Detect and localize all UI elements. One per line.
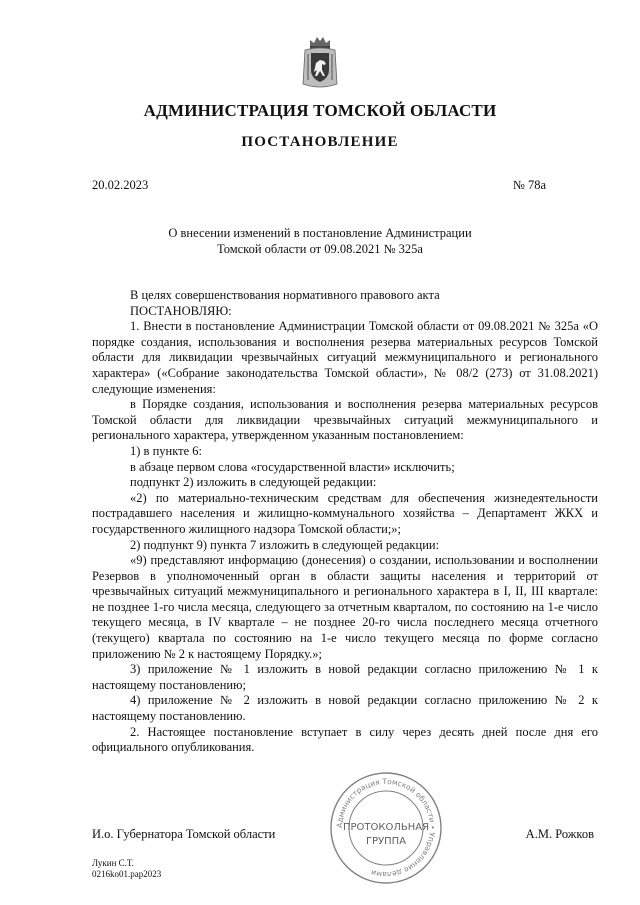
body-paragraph: в Порядке создания, использования и восполнения резерва материальных ресурсов Томской области для ликвидации чрезвычайных ситуаций межмуниципального и регионального характера, утвержденном указанным постановлением: bbox=[92, 397, 598, 443]
body-paragraph: в абзаце первом слова «государственной власти» исключить; bbox=[130, 459, 455, 474]
body-paragraph: 4) приложение № 2 изложить в новой редакции согласно приложению № 2 к настоящему постановлению. bbox=[92, 693, 598, 724]
document-body bbox=[92, 288, 598, 756]
body-paragraph: «2) по материально-техническим средствам для обеспечения жизнедеятельности пострадавшего населения и жилищно-коммунального хозяйства – Департамент ЖКХ и государственного жилищного надзора Томской области;»; bbox=[92, 490, 598, 536]
signatory-position: И.о. Губернатора Томской области bbox=[92, 827, 276, 841]
body-paragraph: ПОСТАНОВЛЯЮ: bbox=[130, 303, 232, 318]
body-paragraph: 1. Внести в постановление Администрации Томской области от 09.08.2021 № 325а «О порядке создания, использования и восполнения резерва материальных ресурсов Томской области для ликвидации чрезвычайных ситуаций межмуниципального и регионального характера» («Собрание законодательства Томской области», № 08/2 (273) от 31.08.2021) следующие изменения: bbox=[92, 319, 598, 396]
subject-line: О внесении изменений в постановление Администрации bbox=[168, 226, 472, 240]
body-paragraph: 3) приложение № 1 изложить в новой редакции согласно приложению № 1 к настоящему постановлению; bbox=[92, 662, 598, 692]
stamp-ring-text: Администрация Томской области • Управление делами bbox=[334, 776, 438, 880]
subject-line: Томской области от 09.08.2021 № 325а bbox=[217, 242, 423, 256]
body-paragraph: подпункт 2) изложить в следующей редакции: bbox=[130, 475, 377, 490]
body-paragraph: 2. Настоящее постановление вступает в силу через десять дней после дня его официального опубликования. bbox=[92, 724, 598, 755]
signatory-name: А.М. Рожков bbox=[525, 827, 594, 841]
body-paragraph: «9) представляют информацию (донесения) о создании, использовании и восполнении Резервов в уполномоченный орган в области защиты населения и территорий от чрезвычайных ситуаций межмуниципального и регионального характера в I, II, III квартале: не позднее 1-го числа месяца, следующего за отчетным кварталом, по состоянию на 1-е число текущего месяца, в IV квартале – не позднее 20-го числа последнего месяца отчетного (текущего) квартала по состоянию на 1-е число текущего месяца по форме согласно приложению № 2 к настоящему Порядку.»; bbox=[92, 553, 598, 661]
document-type: ПОСТАНОВЛЕНИЕ bbox=[241, 134, 399, 150]
organization-title: АДМИНИСТРАЦИЯ ТОМСКОЙ ОБЛАСТИ bbox=[143, 101, 497, 120]
executor-info bbox=[92, 858, 161, 880]
coat-of-arms-icon bbox=[301, 34, 339, 90]
document-number: № 78а bbox=[512, 178, 546, 192]
stamp-seal-icon bbox=[328, 770, 444, 886]
executor-file: 0216ko01.pap2023 bbox=[92, 869, 162, 879]
body-paragraph: В целях совершенствования нормативного правового акта bbox=[130, 288, 440, 302]
body-paragraph: 2) подпункт 9) пункта 7 изложить в следующей редакции: bbox=[130, 537, 440, 552]
body-paragraph: 1) в пункте 6: bbox=[130, 443, 202, 458]
document-date: 20.02.2023 bbox=[92, 178, 149, 192]
document-subject bbox=[150, 225, 490, 257]
stamp-line1: ПРОТОКОЛЬНАЯ bbox=[342, 822, 430, 833]
executor-name: Лукин С.Т. bbox=[92, 858, 134, 868]
stamp-line2: ГРУППА bbox=[365, 836, 407, 847]
